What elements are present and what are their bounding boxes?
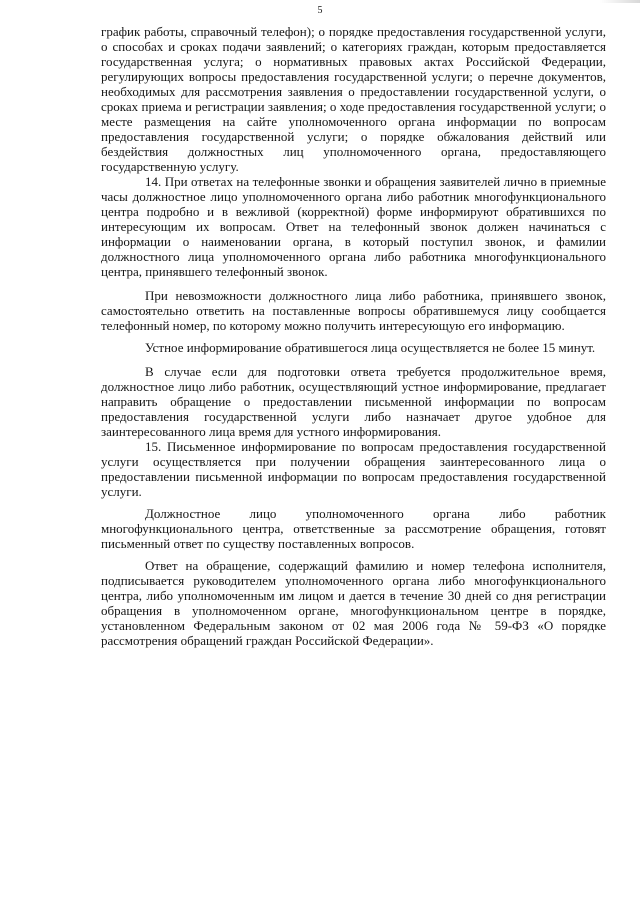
paragraph-oral-duration: Устное информирование обратившегося лица осуществляется не более 15 минут.: [145, 340, 596, 355]
paragraph-long-answer: В случае если для подготовки ответа требуется продолжительное время, должностное лицо либо работник, осуществляющий устное информирование, предлагает направить обращение о предоставлении письменной информации по вопросам предоставления государственной услуги либо назначает другое удобное для заинтересованного лица время для устного информирования.: [101, 364, 606, 439]
paragraph-phone-number: При невозможности должностного лица либо работника, принявшего звонок, самостоятельно ответить на поставленные вопросы обратившемуся лицу сообщается телефонный номер, по которому можно получить интересующую его информацию.: [101, 288, 606, 333]
paragraph-14: 14. При ответах на телефонные звонки и обращения заявителей лично в приемные часы должностное лицо уполномоченного органа либо работник многофункционального центра подробно и в вежливой (корректной) форме информируют обратившихся по интересующим их вопросам. Ответ на телефонный звонок должен начинаться с информации о наименовании органа, в который поступил звонок, и фамилии должностного лица уполномоченного органа либо работника многофункционального центра, принявшего телефонный звонок.: [101, 174, 606, 279]
document-body: [101, 24, 606, 648]
paragraph-continuation: график работы, справочный телефон); о порядке предоставления государственной услуги, о способах и сроках подачи заявлений; о категориях граждан, которым предоставляется государственная услуга; о нормативных правовых актах Российской Федерации, регулирующих вопросы предоставления государственной услуги; о перечне документов, необходимых для рассмотрения заявления о предоставлении государственной услуги, о сроках приема и регистрации заявления; о ходе предоставления государственной услуги; о месте размещения на сайте уполномоченного органа информации по вопросам предоставления государственной услуги; о порядке обжалования действий или бездействия должностных лиц уполномоченного органа, предоставляющего государственную услугу.: [101, 24, 606, 174]
paragraph-answer-signing: Ответ на обращение, содержащий фамилию и номер телефона исполнителя, подписывается руководителем уполномоченного органа либо многофункционального центра, либо уполномоченным им лицом и дается в течение 30 дней со дня регистрации обращения в уполномоченном органе, многофункциональном центре в порядке, установленном Федеральным законом от 02 мая 2006 года № 59-ФЗ «О порядке рассмотрения обращений граждан Российской Федерации».: [101, 558, 606, 648]
scan-edge-mark: [600, 0, 640, 3]
paragraph-written-answer: Должностное лицо уполномоченного органа либо работник многофункционального центра, ответственные за рассмотрение обращения, готовят письменный ответ по существу поставленных вопросов.: [101, 506, 606, 551]
paragraph-15: 15. Письменное информирование по вопросам предоставления государственной услуги осуществляется при получении обращения заинтересованного лица о предоставлении письменной информации по вопросам предоставления государственной услуги.: [101, 439, 606, 499]
page-number: 5: [317, 5, 323, 16]
